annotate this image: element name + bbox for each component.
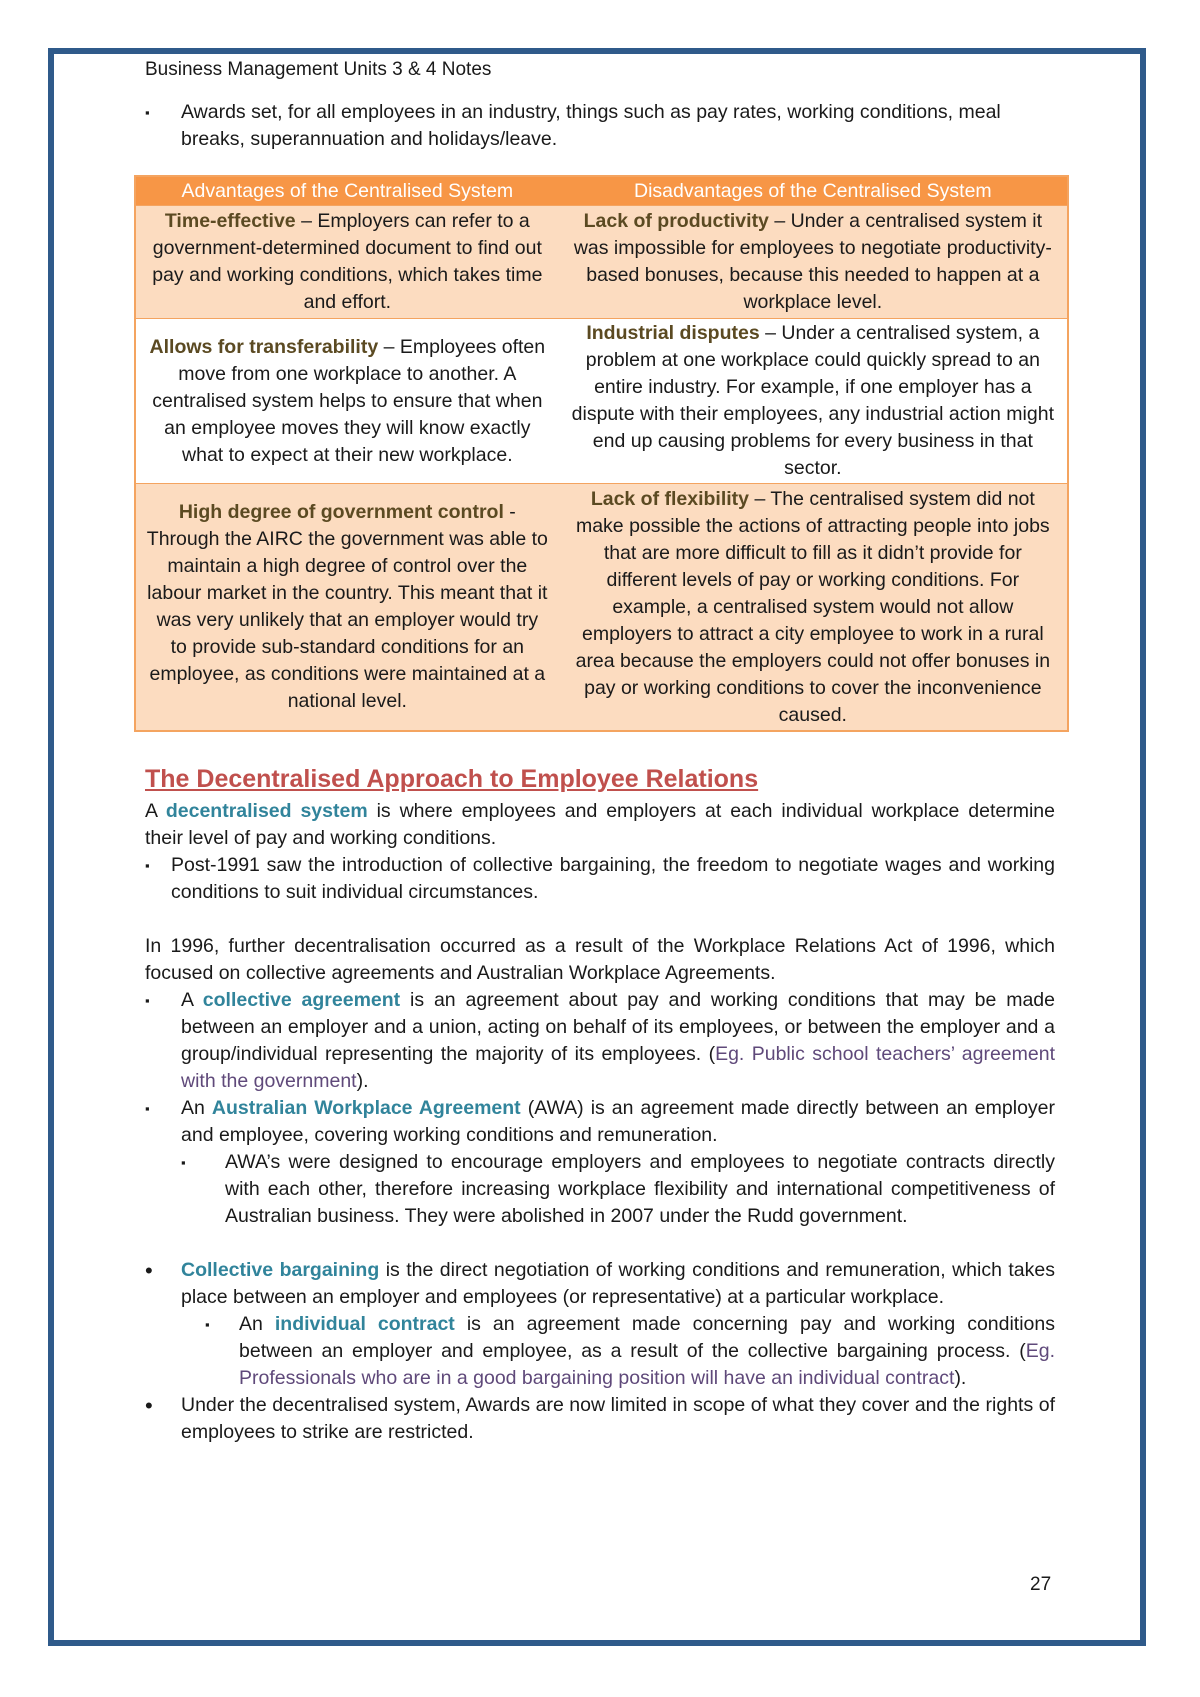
text-prefix: An	[239, 1313, 275, 1335]
text-suffix: ).	[356, 1070, 369, 1092]
awa-text	[181, 1095, 1055, 1149]
individual-contract-term: individual contract	[274, 1313, 455, 1335]
list-item	[145, 1257, 1055, 1311]
round-bullet-icon	[145, 1257, 181, 1287]
square-bullet-icon	[145, 1095, 181, 1122]
awards-bullet-text: Awards set, for all employees in an industry, things such as pay rates, working conditions, meal breaks, superannuation and holidays/leave.	[181, 101, 1001, 150]
text-prefix: A	[181, 989, 203, 1011]
awa-subpoint-text: AWA’s were designed to encourage employers and employees to negotiate contracts directly with each other, therefore increasing workplace flexibility and international competitiveness of Australian business. They were abolished in 2007 under the Rudd government.	[225, 1151, 1055, 1227]
text-suffix: ).	[954, 1367, 967, 1389]
list-item	[145, 1095, 1055, 1149]
definition-prefix: A	[145, 800, 166, 822]
advantage-cell	[135, 319, 559, 484]
disadvantage-text: – Under a centralised system, a problem at one workplace could quickly spread to an entire industry. For example, if one employer has a dispute with their employees, any industrial action might end up causing problems for every business in that sector.	[571, 322, 1054, 479]
section-heading: The Decentralised Approach to Employee Relations	[145, 765, 759, 793]
list-item	[145, 987, 1055, 1095]
text-prefix: An	[181, 1097, 212, 1119]
disadvantage-keyword: Lack of flexibility	[590, 487, 750, 510]
text-body: is the direct negotiation of working conditions and remuneration, which takes place between an employer and employees (or representative) at a particular workplace.	[181, 1259, 1055, 1308]
disadvantage-cell	[559, 484, 1068, 732]
collective-bargaining-text	[181, 1257, 1055, 1311]
list-item	[145, 99, 1055, 153]
disadvantages-header: Disadvantages of the Centralised System	[559, 176, 1068, 206]
document-header: Business Management Units 3 & 4 Notes	[145, 59, 492, 80]
advantage-keyword: Allows for transferability	[149, 335, 379, 358]
text-body: is an agreement about pay and working conditions that may be made between an employer and a union, acting on behalf of its employees, or between the employer and a group/individual representing the majority of its employees. (	[181, 989, 1055, 1065]
example-text: Eg. Public school teachers’ agreement with the government	[181, 1043, 1056, 1092]
square-bullet-icon	[145, 987, 181, 1014]
advantage-cell	[135, 484, 559, 732]
list-item	[145, 852, 1055, 906]
advantages-header: Advantages of the Centralised System	[135, 176, 559, 206]
square-bullet-icon	[145, 852, 171, 879]
disadvantage-keyword: Lack of productivity	[583, 210, 769, 232]
disadvantage-cell	[559, 319, 1068, 484]
spacer	[145, 1230, 1055, 1257]
paragraph-1996: In 1996, further decentralisation occurred as a result of the Workplace Relations Act of 1996, which focused on collective agreements and Australian Workplace Agreements.	[145, 935, 1055, 984]
list-item	[145, 1392, 1055, 1446]
disadvantage-cell	[559, 206, 1068, 319]
definition-text: is where employees and employers at each individual workplace determine their level of pay and working conditions.	[145, 800, 1055, 849]
collective-agreement-term: collective agreement	[202, 989, 401, 1011]
square-bullet-icon	[205, 1311, 239, 1338]
table-row	[135, 206, 1068, 319]
advantage-text: – Employers can refer to a government-determined document to find out pay and working conditions, which takes time and effort.	[152, 210, 543, 313]
table-row	[135, 484, 1068, 732]
collective-bargaining-term: Collective bargaining	[181, 1259, 380, 1281]
square-bullet-icon	[145, 99, 181, 126]
text-body: is an agreement made concerning pay and working conditions between an employer and employee, as a result of the collective bargaining process. (	[239, 1313, 1055, 1362]
list-item	[181, 1149, 1055, 1230]
advantage-text: - Through the AIRC the government was able to maintain a high degree of control over the labour market in the country. This meant that it was very unlikely that an employer would try to provide sub-standard conditions for an employee, as conditions were maintained at a national level.	[146, 501, 548, 712]
list-item	[205, 1311, 1055, 1392]
example-text: Eg. Professionals who are in a good bargaining position will have an individual contract	[239, 1340, 1055, 1389]
page-number: 27	[1030, 1574, 1052, 1595]
spacer	[145, 906, 1055, 933]
disadvantage-keyword: Industrial disputes	[586, 322, 760, 344]
awards-limited-text: Under the decentralised system, Awards are now limited in scope of what they cover and the rights of employees to strike are restricted.	[181, 1394, 1055, 1443]
advantage-keyword: High degree of government control	[178, 501, 504, 523]
square-bullet-icon	[181, 1149, 225, 1176]
page-content	[145, 56, 1055, 1446]
disadvantage-text: – The centralised system did not make possible the actions of attracting people into jobs that are more difficult to fill as it didn’t provide for different levels of pay or working conditions. For example, a centralised system would not allow employers to attract a city employee to work in a rural area because the employers could not offer bonuses in pay or working conditions to cover the inconvenience caused.	[575, 487, 1051, 726]
round-bullet-icon	[145, 1392, 181, 1422]
decentralised-system-term: decentralised system	[165, 800, 368, 822]
collective-agreement-text	[181, 987, 1055, 1095]
text-body: (AWA) is an agreement made directly between an employer and employee, covering working conditions and remuneration.	[181, 1097, 1055, 1146]
post-1991-text: Post-1991 saw the introduction of collective bargaining, the freedom to negotiate wages and working conditions to suit individual circumstances.	[171, 854, 1055, 903]
disadvantage-text: – Under a centralised system it was impossible for employees to negotiate productivity-based bonuses, because this needed to happen at a workplace level.	[573, 210, 1052, 313]
individual-contract-text	[239, 1311, 1055, 1392]
decentralised-definition	[145, 798, 1055, 852]
advantage-cell	[135, 206, 559, 319]
awa-term: Australian Workplace Agreement	[211, 1097, 521, 1119]
advantage-text: – Employees often move from one workplace to another. A centralised system helps to ensure that when an employee moves they will know exactly what to expect at their new workplace.	[152, 335, 546, 466]
centralised-comparison-table	[134, 175, 1069, 732]
advantage-keyword: Time-effective	[164, 210, 296, 232]
table-row	[135, 319, 1068, 484]
